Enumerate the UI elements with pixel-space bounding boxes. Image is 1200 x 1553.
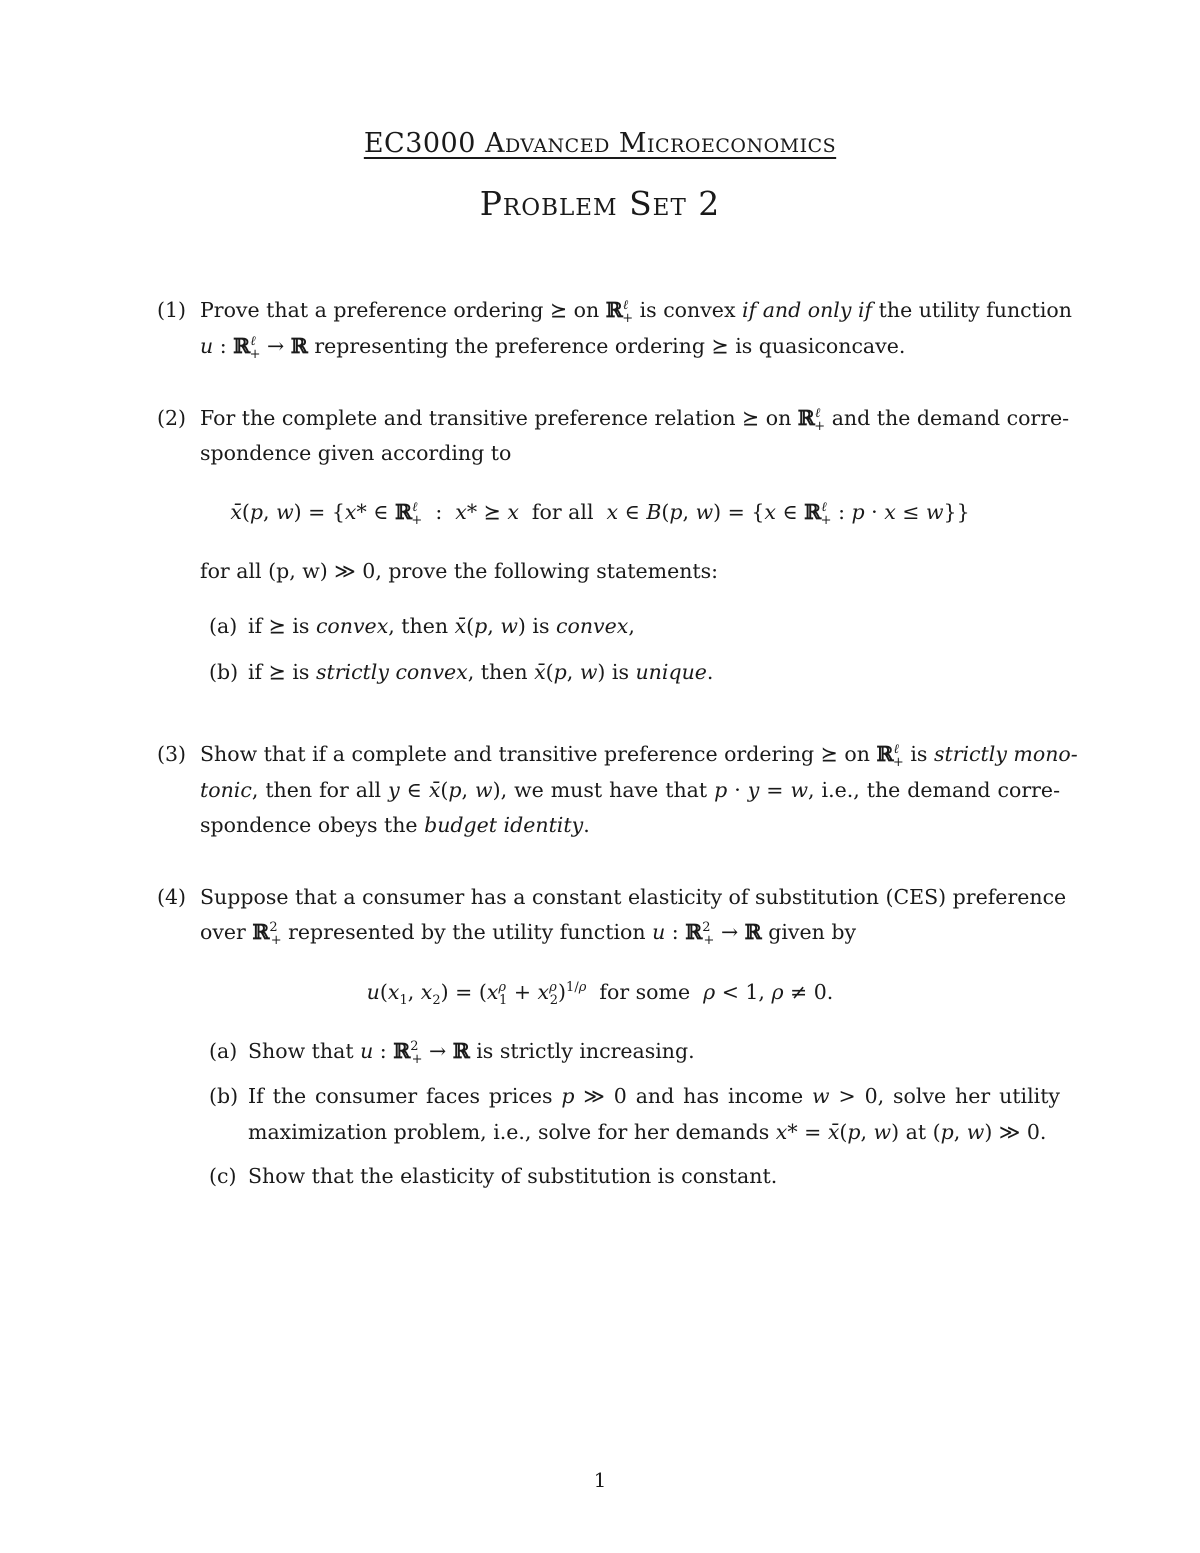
problem-4-line-2: over ℝ$^2_+$ represented by the utility function u : ℝ$^2_+$ → ℝ given by (200, 920, 857, 949)
problem-2b-label: (b) (209, 660, 239, 684)
problem-4a-label: (a) (209, 1039, 238, 1063)
problem-4c-text: Show that the elasticity of substitution is constant. (248, 1164, 778, 1188)
problem-4c-label: (c) (209, 1164, 237, 1188)
problem-2-number: (2) (157, 406, 187, 430)
problem-3-number: (3) (157, 742, 187, 766)
problem-4b-line-2: maximization problem, i.e., solve for her demands x* = x̄(p, w) at (p, w) ≫ 0. (248, 1120, 1047, 1144)
problem-2b-text: if ⪰ is strictly convex, then x̄(p, w) is unique. (248, 660, 714, 684)
course-title: EC3000 Advanced Microeconomics (363, 128, 837, 159)
page-number: 1 (593, 1468, 607, 1492)
problem-set-title: Problem Set 2 (479, 184, 721, 223)
problem-3-line-2: tonic, then for all y ∈ x̄(p, w), we must have that p · y = w, i.e., the demand corre- (200, 778, 1060, 802)
problem-2-line-1: For the complete and transitive preference relation ⪰ on ℝ$^\ell_+$ and the demand corre- (200, 406, 1070, 435)
problem-1-number: (1) (157, 298, 187, 322)
problem-2-line-2: spondence given according to (200, 441, 512, 465)
problem-4a-text: Show that u : ℝ$^2_+$ → ℝ is strictly increasing. (248, 1039, 695, 1068)
problem-2-equation: x̄(p, w) = {x* ∈ ℝ$^\ell_+$ : x* ⪰ x for all x ∈ B(p, w) = {x ∈ ℝ$^\ell_+$ : p · x ≤ w}} (230, 500, 970, 529)
problem-1-line-2: u : ℝ$^\ell_+$ → ℝ representing the preference ordering ⪰ is quasiconcave. (200, 334, 906, 363)
problem-1-line-1: Prove that a preference ordering ⪰ on ℝ$^\ell_+$ is convex if and only if the utility function (200, 298, 1072, 327)
problem-4-equation: $u(x_1$, $x_2) = (x^\rho_1 + x^\rho_2)^{1/\rho}$ for some ρ < 1, ρ ≠ 0. (366, 980, 834, 1009)
problem-2a-text: if ⪰ is convex, then x̄(p, w) is convex, (248, 614, 635, 638)
problem-3-line-1: Show that if a complete and transitive preference ordering ⪰ on ℝ$^\ell_+$ is strictly mono- (200, 742, 1078, 771)
problem-2a-label: (a) (209, 614, 238, 638)
problem-2-after-text: for all (p, w) ≫ 0, prove the following statements: (200, 559, 719, 583)
problem-3-line-3: spondence obeys the budget identity. (200, 813, 590, 837)
problem-4-line-1: Suppose that a consumer has a constant elasticity of substitution (CES) preference (200, 885, 1067, 909)
problem-4b-line-1: If the consumer faces prices p ≫ 0 and has income w > 0, solve her utility (248, 1084, 1061, 1108)
problem-4b-label: (b) (209, 1084, 239, 1108)
problem-4-number: (4) (157, 885, 187, 909)
